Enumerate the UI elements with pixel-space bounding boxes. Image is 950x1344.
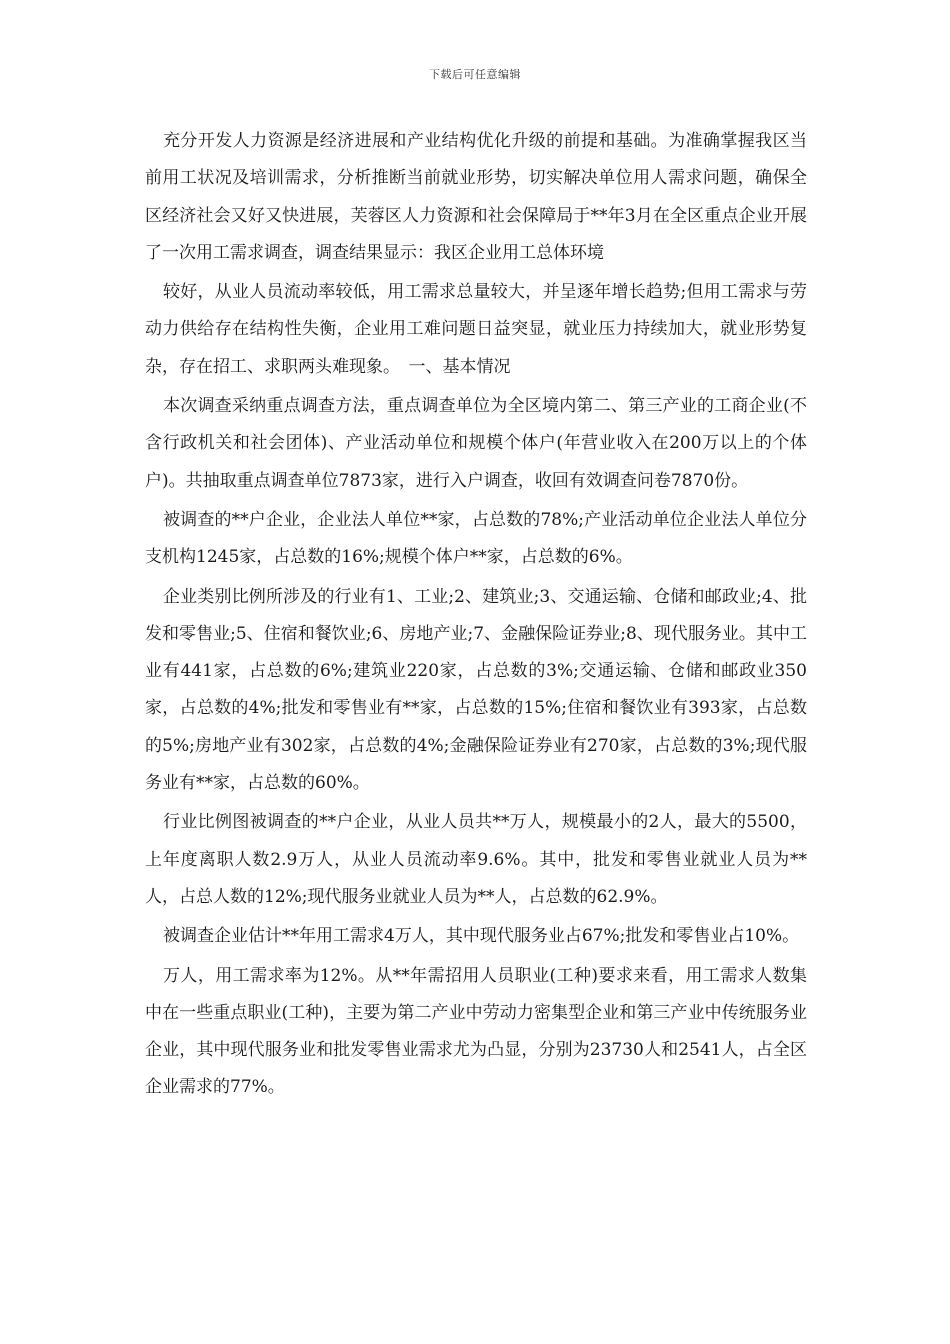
paragraph-demand-estimate: 被调查企业估计**年用工需求4万人，其中现代服务业占67%;批发和零售业占10%。 [163,926,800,947]
paragraph-demand-rate: 万人，用工需求率为12%。从**年需招用人员职业(工种)要求来看，用工需求人数集中在一些重点职业(工种)，主要为第二产业中劳动力密集型企业和第三产业中传统服务业企业，其中现代服务业和批发零售业需求尤为凸显，分别为23730人和2541人，占全区企业需求的77%。 [145,965,807,1098]
paragraph-employees: 行业比例图被调查的**户企业，从业人员共**万人，规模最小的2人，最大的5500，上年度离职人数2.9万人，从业人员流动率9.6%。其中，批发和零售业就业人员为**人，占总人数的12%;现代服务业就业人员为**人，占总数的62.9%。 [145,812,808,907]
paragraph-method: 本次调查采纳重点调查方法，重点调查单位为全区境内第二、第三产业的工商企业(不含行政机关和社会团体)、产业活动单位和规模个体户(年营业收入在200万以上的个体户)。共抽取重点调查单位7873家，进行入户调查，收回有效调查问卷7870份。 [145,396,807,491]
document-body [145,123,807,1109]
paragraph-industries: 企业类别比例所涉及的行业有1、工业;2、建筑业;3、交通运输、仓储和邮政业;4、批发和零售业;5、住宿和餐饮业;6、房地产业;7、金融保险证券业;8、现代服务业。其中工业有441家，占总数的6%;建筑业220家，占总数的3%;交通运输、仓储和邮政业350家，占总数的4%;批发和零售业有**家，占总数的15%;住宿和餐饮业有393家，占总数的5%;房地产业有302家，占总数的4%;金融保险证券业有270家，占总数的3%;现代服务业有**家，占总数的60%。 [145,586,807,794]
paragraph-enterprise-types: 被调查的**户企业，企业法人单位**家，占总数的78%;产业活动单位企业法人单位分支机构1245家，占总数的16%;规模个体户**家，占总数的6%。 [145,509,807,568]
page-header: 下载后可任意编辑 [429,68,521,81]
paragraph-environment: 较好，从业人员流动率较低，用工需求总量较大，并呈逐年增长趋势;但用工需求与劳动力供给存在结构性失衡，企业用工难问题日益突显，就业压力持续加大，就业形势复杂，存在招工、求职两头难现象。 一、基本情况 [145,282,807,377]
paragraph-intro: 充分开发人力资源是经济进展和产业结构优化升级的前提和基础。为准确掌握我区当前用工状况及培训需求，分析推断当前就业形势，切实解决单位用人需求问题，确保全区经济社会又好又快进展，芙蓉区人力资源和社会保障局于**年3月在全区重点企业开展了一次用工需求调查，调查结果显示：我区企业用工总体环境 [145,131,807,263]
